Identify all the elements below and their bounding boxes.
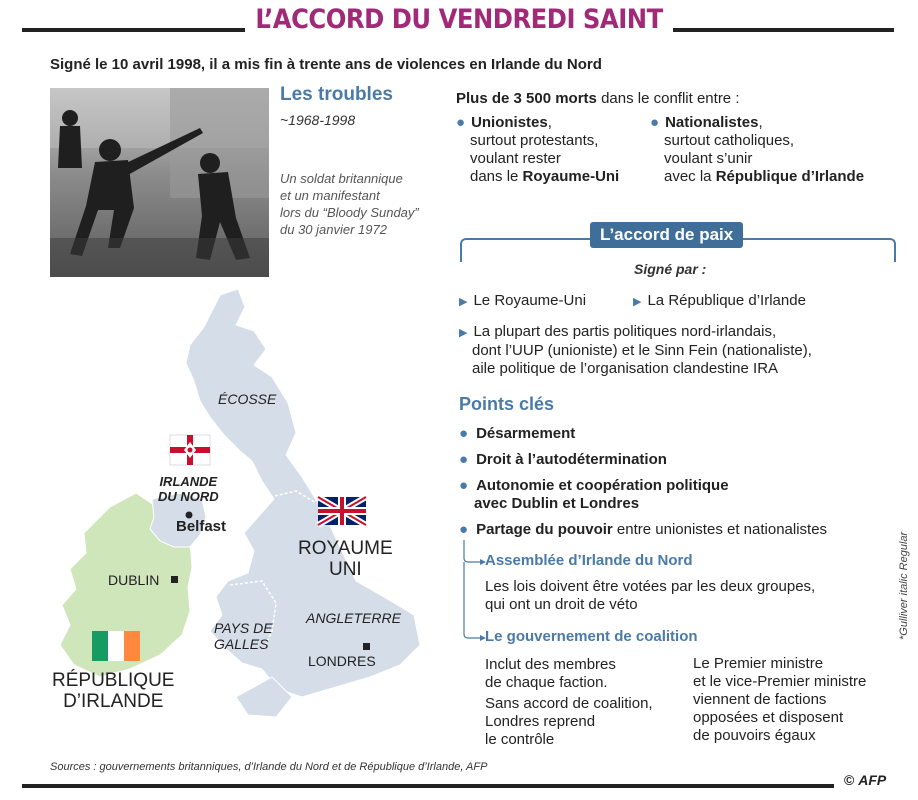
sources: Sources : gouvernements britanniques, d’Irlande du Nord et de République d’Irlande, AFP — [50, 761, 488, 773]
copyright-symbol: © — [844, 772, 855, 788]
ni-line: DU NORD — [158, 489, 219, 504]
label-united-kingdom — [298, 538, 393, 580]
subtitle: Signé le 10 avril 1998, il a mis fin à trente ans de violences en Irlande du Nord — [50, 56, 602, 73]
bloody-sunday-photo — [50, 88, 269, 277]
uk-line: ROYAUME — [298, 538, 393, 559]
agency-credit — [844, 772, 886, 788]
signatory-uk — [459, 292, 586, 311]
label-dublin: DUBLIN — [108, 572, 160, 588]
london-marker — [363, 643, 370, 650]
label-london: LONDRES — [308, 653, 376, 669]
label-northern-ireland — [158, 474, 219, 504]
wales-line: GALLES — [214, 636, 269, 652]
parties-line: aile politique de l’organisation clandestine IRA — [472, 360, 779, 377]
unionists-last-bold: Royaume-Uni — [522, 168, 620, 185]
signatory-parties — [459, 323, 812, 378]
unionists-name: Unionistes — [471, 114, 548, 131]
troubles-years: ~1968-1998 — [280, 112, 356, 128]
uk-line: UNI — [328, 559, 362, 580]
assembly-title: Assemblée d’Irlande du Nord — [485, 552, 693, 569]
nationalists-line: surtout catholiques, — [664, 132, 795, 149]
point-autonomy — [459, 477, 729, 513]
page-title: L’ACCORD DU VENDREDI SAINT — [245, 4, 672, 35]
signatory-ireland-label: La République d’Irlande — [647, 292, 806, 309]
coalition-line: Sans accord de coalition, — [485, 695, 653, 712]
triangle-right-icon: ▶ — [459, 296, 468, 308]
northern-ireland-flag-icon — [170, 435, 210, 465]
coalition-line: le contrôle — [485, 731, 555, 748]
caption-line: et un manifestant — [280, 188, 380, 203]
signatory-ireland — [633, 292, 806, 311]
nationalists-last-prefix: avec la — [664, 168, 716, 185]
deaths-rest: dans le conflit entre : — [596, 90, 740, 107]
deaths-count: Plus de 3 500 morts — [456, 90, 597, 107]
photo-caption — [280, 170, 455, 238]
nationalists-name: Nationalistes — [665, 114, 759, 131]
nationalists-line: voulant s’unir — [664, 150, 753, 167]
roi-line: RÉPUBLIQUE — [52, 670, 175, 691]
label-republic-of-ireland — [52, 670, 174, 712]
nationalists-last — [650, 168, 864, 186]
wales-line: PAYS DE — [214, 620, 273, 636]
coalition-right-text — [693, 655, 866, 745]
accord-title: L’accord de paix — [590, 222, 743, 248]
unionists-last-prefix: dans le — [470, 168, 523, 185]
coalition-line: viennent de factions — [693, 691, 827, 708]
point-self-determination — [459, 451, 667, 469]
caption-line: lors du “Bloody Sunday” — [280, 205, 419, 220]
point-label: Droit à l’autodétermination — [476, 451, 667, 468]
troubles-title: Les troubles — [280, 84, 393, 105]
signed-by-label: Signé par : — [634, 261, 707, 277]
bullet-icon: ● — [459, 521, 469, 538]
signatory-uk-label: Le Royaume-Uni — [473, 292, 587, 309]
point-label: Désarmement — [476, 425, 576, 442]
font-credit: *Gulliver italic Regular — [898, 531, 910, 640]
label-belfast: Belfast — [176, 518, 227, 535]
power-sharing-bold: Partage du pouvoir — [476, 521, 613, 538]
nationalists-suffix: , — [758, 114, 763, 131]
caption-line: du 30 janvier 1972 — [280, 222, 387, 237]
coalition-left-text — [485, 656, 653, 749]
ireland-flag-icon — [92, 631, 140, 661]
unionists-suffix: , — [547, 114, 552, 131]
coalition-line: opposées et disposent — [693, 709, 844, 726]
page-title-wrap — [0, 4, 918, 35]
afp-logo: AFP — [858, 772, 887, 788]
parties-line: La plupart des partis politiques nord-irlandais, — [473, 323, 777, 340]
assembly-text — [485, 578, 815, 614]
coalition-line: et le vice-Premier ministre — [693, 673, 867, 690]
coalition-line: Le Premier ministre — [693, 655, 824, 672]
unionists-line: voulant rester — [470, 150, 561, 167]
bullet-icon: ● — [459, 425, 469, 442]
unionists-last — [456, 168, 619, 186]
bullet-icon: ● — [650, 114, 660, 131]
nationalists-last-bold: République d’Irlande — [715, 168, 865, 185]
coalition-line: de pouvoirs égaux — [693, 727, 816, 744]
deaths-line — [456, 90, 740, 107]
bullet-icon: ● — [456, 114, 466, 131]
label-wales — [214, 620, 273, 652]
unionists-line: surtout protestants, — [470, 132, 599, 149]
assembly-line: qui ont un droit de véto — [485, 596, 638, 613]
ni-line: IRLANDE — [159, 474, 218, 489]
nationalists-block — [650, 114, 864, 186]
power-sharing-rest: entre unionistes et nationalistes — [612, 521, 828, 538]
coalition-line: Londres reprend — [485, 713, 596, 730]
point-disarmament — [459, 425, 575, 443]
point-label: Autonomie et coopération politique — [476, 477, 729, 494]
uk-flag-icon — [318, 497, 366, 525]
label-scotland: ÉCOSSE — [218, 391, 277, 407]
bottom-rule — [22, 784, 834, 788]
coalition-line: de chaque faction. — [485, 674, 608, 691]
parties-line: dont l’UUP (unioniste) et le Sinn Fein (nationaliste), — [472, 342, 812, 359]
triangle-right-icon: ▶ — [459, 327, 468, 339]
assembly-line: Les lois doivent être votées par les deux groupes, — [485, 578, 816, 595]
bullet-icon: ● — [459, 477, 469, 494]
point-label: avec Dublin et Londres — [474, 495, 640, 512]
coalition-title: Le gouvernement de coalition — [485, 628, 698, 645]
caption-line: Un soldat britannique — [280, 171, 403, 186]
bullet-icon: ● — [459, 451, 469, 468]
unionists-block — [456, 114, 619, 186]
dublin-marker — [171, 576, 178, 583]
triangle-right-icon: ▶ — [633, 296, 642, 308]
point-power-sharing — [459, 521, 827, 539]
points-title: Points clés — [459, 394, 555, 414]
coalition-line: Inclut des membres — [485, 656, 616, 673]
roi-line: D’IRLANDE — [63, 691, 164, 712]
label-england: ANGLETERRE — [306, 610, 401, 626]
